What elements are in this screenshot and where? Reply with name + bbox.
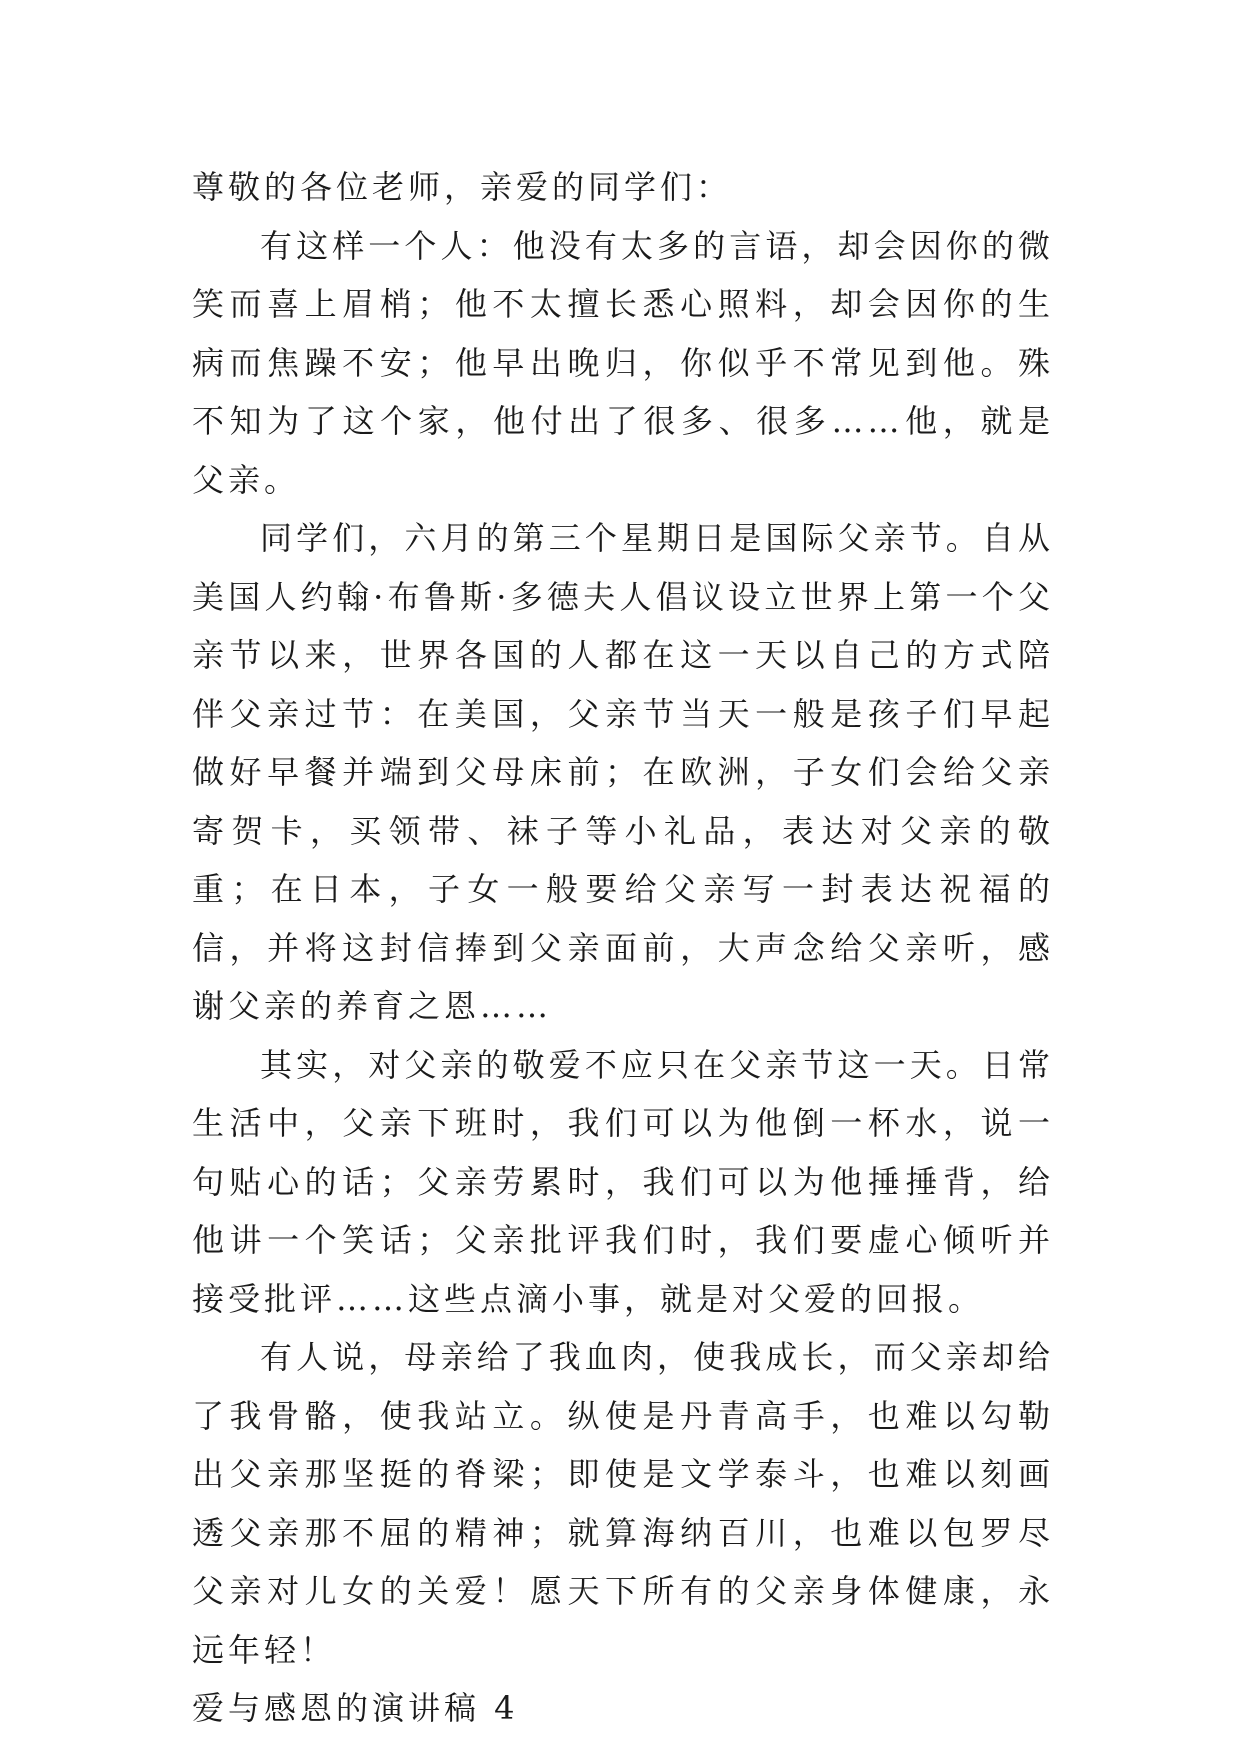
greeting-line: 尊敬的各位老师，亲爱的同学们： — [192, 168, 733, 206]
paragraph-4: 有人说，母亲给了我血肉，使我成长，而父亲却给了我骨骼，使我站立。纵使是丹青高手，也难以勾勒出父亲那坚挺的脊梁；即使是文学泰斗，也难以刻画透父亲那不屈的精神；就算海纳百川，也难以包罗尽父亲对儿女的关爱！愿天下所有的父亲身体健康，永远年轻！ — [192, 1338, 1054, 1669]
speech-text — [192, 158, 1054, 1738]
paragraph-1: 有这样一个人：他没有太多的言语，却会因你的微笑而喜上眉梢；他不太擅长悉心照料，却会因你的生病而焦躁不安；他早出晚归，你似乎不常见到他。殊不知为了这个家，他付出了很多、很多……他，就是父亲。 — [192, 226, 1054, 499]
section-heading: 爱与感恩的演讲稿 4 — [192, 1689, 519, 1727]
paragraph-3: 其实，对父亲的敬爱不应只在父亲节这一天。日常生活中，父亲下班时，我们可以为他倒一杯水，说一句贴心的话；父亲劳累时，我们可以为他捶捶背，给他讲一个笑话；父亲批评我们时，我们要虚心倾听并接受批评……这些点滴小事，就是对父爱的回报。 — [192, 1045, 1054, 1318]
paragraph-2: 同学们，六月的第三个星期日是国际父亲节。自从美国人约翰·布鲁斯·多德夫人倡议设立世界上第一个父亲节以来，世界各国的人都在这一天以自己的方式陪伴父亲过节：在美国，父亲节当天一般是孩子们早起做好早餐并端到父母床前；在欧洲，子女们会给父亲寄贺卡，买领带、袜子等小礼品，表达对父亲的敬重；在日本，子女一般要给父亲写一封表达祝福的信，并将这封信捧到父亲面前，大声念给父亲听，感谢父亲的养育之恩…… — [192, 519, 1054, 1025]
